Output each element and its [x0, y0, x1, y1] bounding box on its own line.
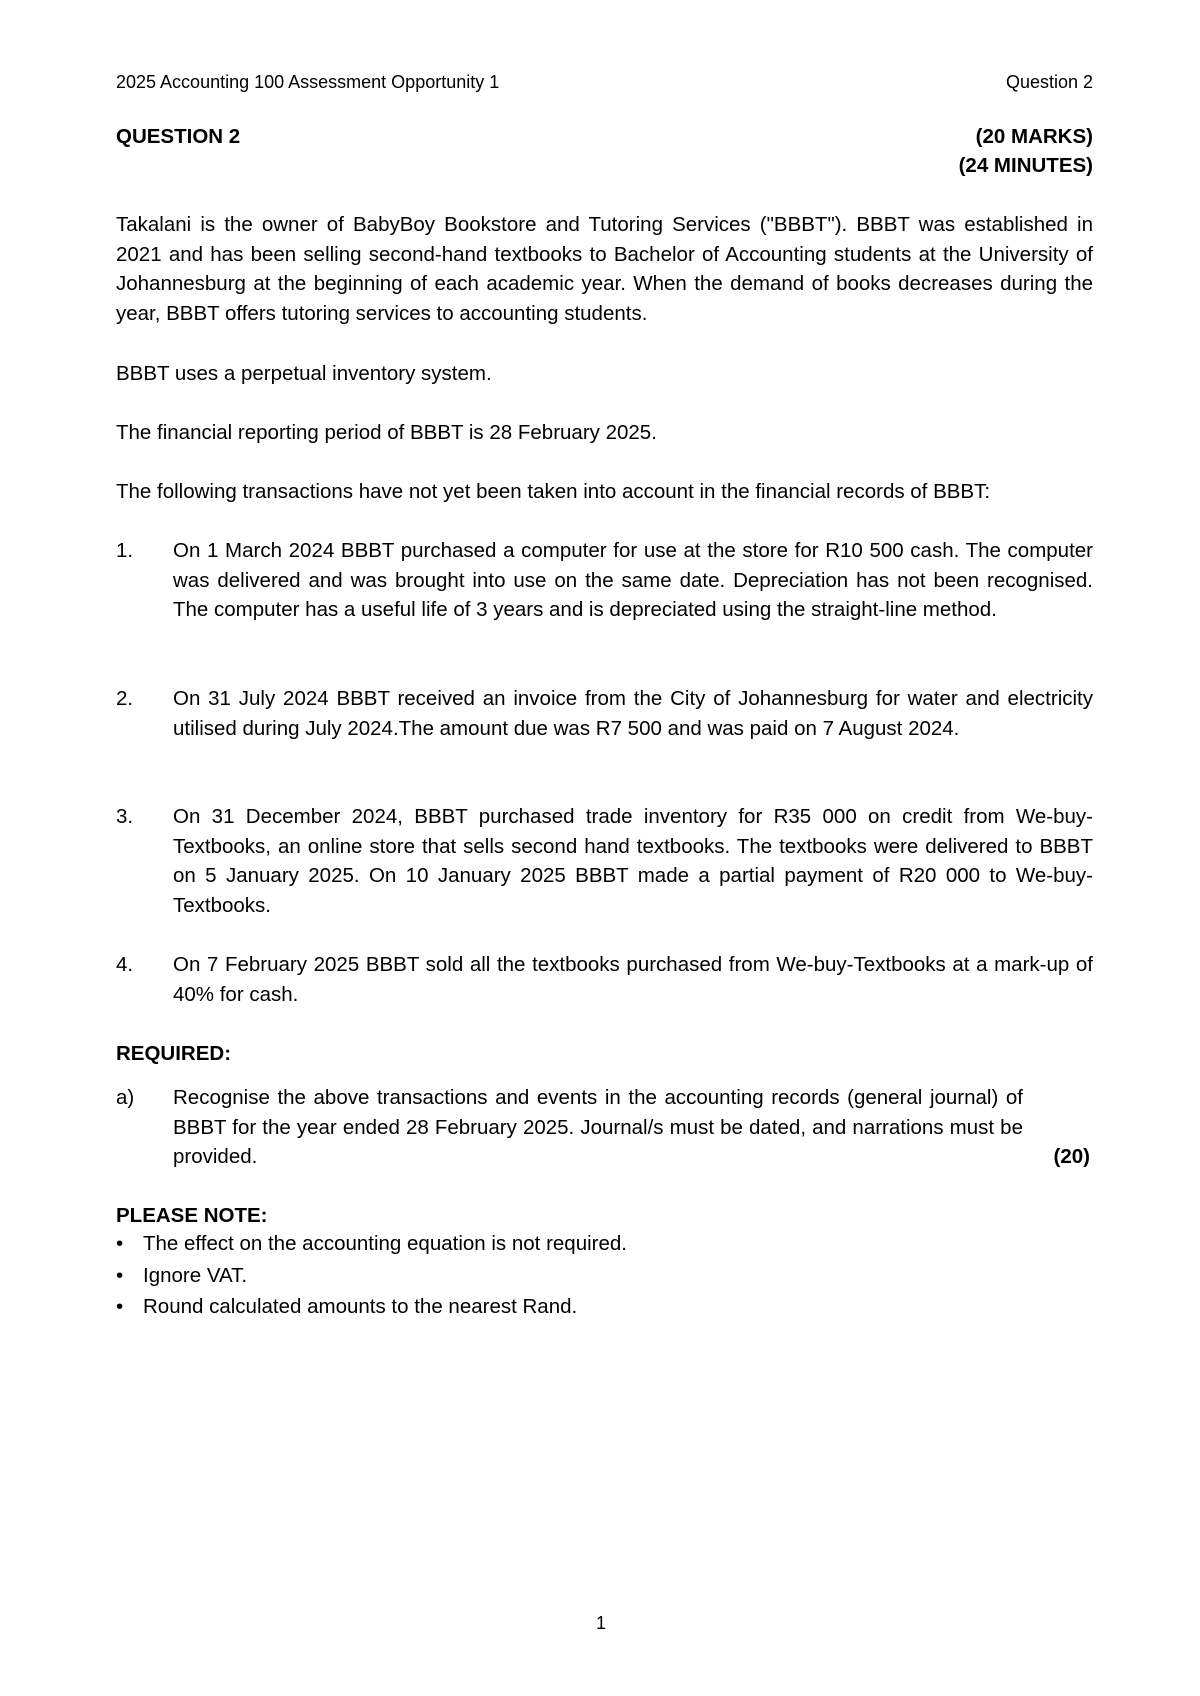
transaction-4-number: 4. — [116, 953, 134, 976]
page-number: 1 — [596, 1613, 607, 1633]
note-item: The effect on the accounting equation is not required. — [143, 1232, 627, 1255]
header-left: 2025 Accounting 100 Assessment Opportunity 1 — [116, 72, 500, 92]
transaction-3-text: On 31 December 2024, BBBT purchased trade inventory for R35 000 on credit from We-buy-Textbooks, an online store that sells second hand textbooks. The textbooks were delivered to BBBT on 5 January 2025. On 10 January 2025 BBBT made a partial payment of R20 000 to We-buy-Textbooks. — [173, 805, 1093, 917]
transaction-1-number: 1. — [116, 539, 134, 562]
note-item: Ignore VAT. — [143, 1264, 248, 1287]
question-title: QUESTION 2 — [116, 125, 241, 148]
required-text: Recognise the above transactions and events in the accounting records (general journal) of BBBT for the year ended 28 February 2025. Journal/s must be dated, and narrations must be provided. — [173, 1086, 1023, 1169]
bullet-icon: • — [116, 1264, 124, 1287]
transactions-intro-paragraph: The following transactions have not yet been taken into account in the financial records of BBBT: — [116, 480, 991, 503]
question-marks: (20 MARKS) — [975, 125, 1093, 148]
required-heading: REQUIRED: — [116, 1042, 232, 1065]
note-item: Round calculated amounts to the nearest Rand. — [143, 1295, 578, 1318]
transaction-2-text: On 31 July 2024 BBBT received an invoice from the City of Johannesburg for water and electricity utilised during July 2024.The amount due was R7 500 and was paid on 7 August 2024. — [173, 687, 1093, 740]
transaction-1-text: On 1 March 2024 BBBT purchased a computer for use at the store for R10 500 cash. The computer was delivered and was brought into use on the same date. Depreciation has not been recognised. The computer has a useful life of 3 years and is depreciated using the straight-line method. — [173, 539, 1093, 622]
note-heading: PLEASE NOTE: — [116, 1204, 268, 1227]
inventory-system-paragraph: BBBT uses a perpetual inventory system. — [116, 362, 492, 385]
question-minutes: (24 MINUTES) — [958, 154, 1093, 177]
intro-paragraph: Takalani is the owner of BabyBoy Bookstore and Tutoring Services ("BBBT"). BBBT was established in 2021 and has been selling second-hand textbooks to Bachelor of Accounting students at the University of Johannesburg at the beginning of each academic year. When the demand of books decreases during the year, BBBT offers tutoring services to accounting students. — [116, 213, 1093, 325]
reporting-period-paragraph: The financial reporting period of BBBT is 28 February 2025. — [116, 421, 657, 444]
header-right: Question 2 — [1005, 72, 1093, 92]
transaction-3-number: 3. — [116, 805, 134, 828]
bullet-icon: • — [116, 1232, 124, 1255]
bullet-icon: • — [116, 1295, 124, 1318]
required-marks: (20) — [1053, 1145, 1090, 1168]
transaction-2-number: 2. — [116, 687, 134, 710]
transaction-4-text: On 7 February 2025 BBBT sold all the textbooks purchased from We-buy-Textbooks at a mark-up of 40% for cash. — [173, 953, 1093, 1006]
required-label: a) — [116, 1086, 135, 1109]
